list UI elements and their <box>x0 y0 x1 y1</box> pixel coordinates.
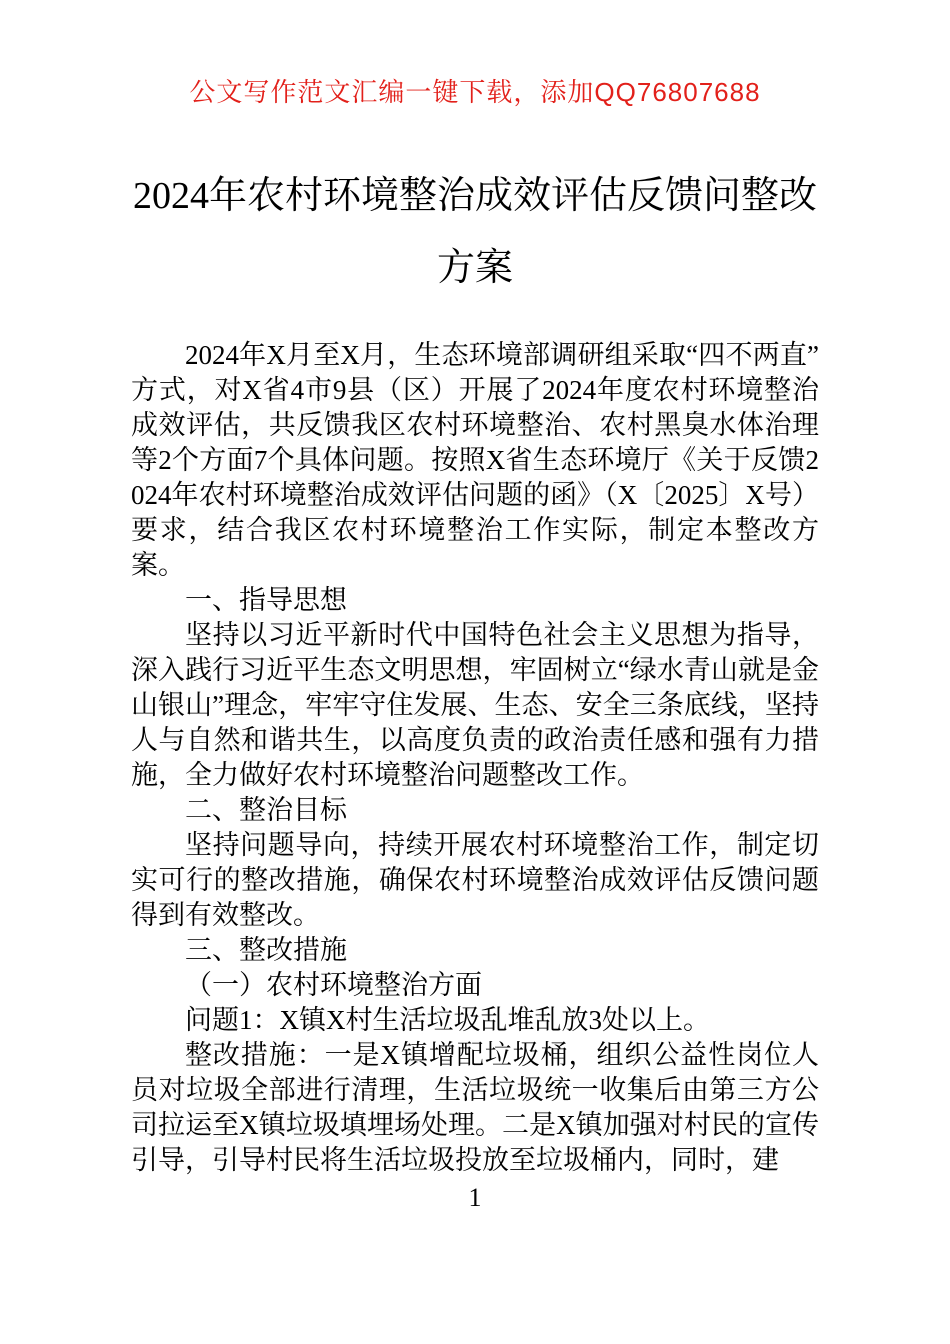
section-heading-2: 二、整治目标 <box>185 795 347 825</box>
document-title: 2024年农村环境整治成效评估反馈问整改方案 <box>132 175 817 289</box>
promo-banner-text: 公文写作范文汇编一键下载，添加QQ76807688 <box>189 77 761 107</box>
section-heading-3: 三、整改措施 <box>185 935 347 965</box>
page-footer <box>0 1183 950 1213</box>
measures-1-paragraph: 整改措施：一是X镇增配垃圾桶，组织公益性岗位人员对垃圾全部进行清理，生活垃圾统一收集后由第三方公司拉运至X镇垃圾填埋场处理。二是X镇加强对村民的宣传引导，引导村民将生活垃圾投放至垃圾桶内，同时，建 <box>131 1040 819 1175</box>
problem-1-paragraph: 问题1：X镇X村生活垃圾乱堆乱放3处以上。 <box>185 1005 710 1035</box>
subsection-heading-3-1: （一）农村环境整治方面 <box>185 970 482 1000</box>
section-heading-1: 一、指导思想 <box>185 585 347 615</box>
section-1-paragraph: 坚持以习近平新时代中国特色社会主义思想为指导，深入践行习近平生态文明思想，牢固树立“绿水青山就是金山银山”理念，牢牢守住发展、生态、安全三条底线，坚持人与自然和谐共生，以高度负责的政治责任感和强有力措施，全力做好农村环境整治问题整改工作。 <box>131 620 819 790</box>
document-body <box>131 338 819 1178</box>
intro-paragraph: 2024年X月至X月，生态环境部调研组采取“四不两直”方式，对X省4市9县（区）开展了2024年度农村环境整治成效评估，共反馈我区农村环境整治、农村黑臭水体治理等2个方面7个具体问题。按照X省生态环境厅《关于反馈2024年农村环境整治成效评估问题的函》（X〔2025〕X号）要求，结合我区农村环境整治工作实际，制定本整改方案。 <box>131 340 819 580</box>
page-number: 1 <box>468 1183 482 1212</box>
section-2-paragraph: 坚持问题导向，持续开展农村环境整治工作，制定切实可行的整改措施，确保农村环境整治成效评估反馈问题得到有效整改。 <box>131 830 819 930</box>
